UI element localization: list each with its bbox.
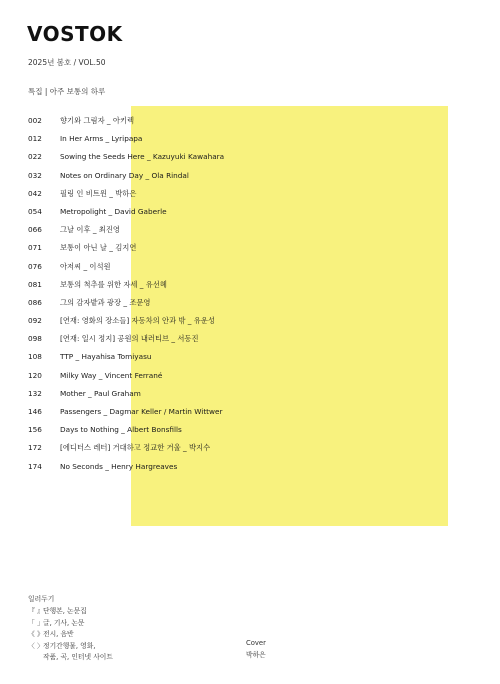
legend-row bbox=[28, 641, 113, 653]
toc-title: In Her Arms _ Lyripapa bbox=[60, 134, 143, 144]
toc-entry[interactable] bbox=[28, 335, 328, 353]
toc-page-number: 156 bbox=[28, 425, 42, 435]
toc-page-number: 022 bbox=[28, 152, 42, 162]
toc-page-number: 081 bbox=[28, 279, 42, 289]
toc-title: Metropolight _ David Gaberle bbox=[60, 206, 167, 216]
toc-page-number: 098 bbox=[28, 334, 42, 344]
toc-page-number: 132 bbox=[28, 388, 42, 398]
toc-title: [연재: 영화의 장소들] 자동차의 안과 밖 _ 유운성 bbox=[60, 316, 215, 326]
toc-page-number: 076 bbox=[28, 261, 42, 271]
cover-artist: 박하은 bbox=[246, 650, 266, 659]
issue-line: 2025년 봄호 / VOL.50 bbox=[28, 58, 106, 67]
toc-title: Passengers _ Dagmar Keller / Martin Wittwer bbox=[60, 407, 223, 416]
toc-entry[interactable] bbox=[28, 135, 328, 153]
toc-entry[interactable] bbox=[28, 281, 328, 299]
legend-text: 단행본, 논문집 bbox=[43, 607, 87, 615]
toc-page-number: 042 bbox=[28, 188, 42, 198]
toc-page-number: 092 bbox=[28, 316, 42, 326]
legend-notes bbox=[28, 593, 113, 664]
legend-row bbox=[28, 606, 113, 618]
legend-row bbox=[28, 629, 113, 641]
toc-title: Mother _ Paul Graham bbox=[60, 388, 141, 398]
toc-title: TTP _ Hayahisa Tomiyasu bbox=[60, 352, 152, 362]
toc-page-number: 032 bbox=[28, 170, 42, 180]
cover-credit bbox=[246, 638, 266, 661]
toc-entry[interactable] bbox=[28, 190, 328, 208]
toc-page-number: 066 bbox=[28, 225, 42, 235]
toc-page-number: 071 bbox=[28, 243, 42, 253]
toc-title: 그의 감자밭과 광장 _ 조문영 bbox=[60, 297, 151, 307]
toc-title: No Seconds _ Henry Hargreaves bbox=[60, 461, 178, 471]
toc-title: 향기와 그림자 _ 아키렉 bbox=[60, 116, 135, 125]
toc-entry[interactable] bbox=[28, 353, 328, 371]
legend-symbol: 『 』 bbox=[28, 607, 44, 615]
toc-entry[interactable] bbox=[28, 390, 328, 408]
legend-text: 정기간행물, 영화, bbox=[43, 641, 96, 650]
toc-entry[interactable] bbox=[28, 444, 328, 462]
toc-title: [에디터스 레터] 거대하고 정교한 거울 _ 박지수 bbox=[60, 443, 211, 453]
toc-entry[interactable] bbox=[28, 426, 328, 444]
toc-entry[interactable] bbox=[28, 408, 328, 426]
toc-entry[interactable] bbox=[28, 244, 328, 262]
legend-row bbox=[28, 652, 113, 664]
legend-symbol: 「 」 bbox=[28, 618, 44, 627]
cover-label: Cover bbox=[246, 639, 266, 647]
toc-entry[interactable] bbox=[28, 226, 328, 244]
toc-page-number: 002 bbox=[28, 116, 42, 125]
magazine-logo: VOSTOK bbox=[27, 22, 123, 46]
toc-entry[interactable] bbox=[28, 317, 328, 335]
legend-text: 전시, 음반 bbox=[43, 630, 74, 638]
toc-entry[interactable] bbox=[28, 208, 328, 226]
toc-title: 보통의 척추를 위한 자세 _ 유선혜 bbox=[60, 279, 167, 289]
legend-text: 작품, 곡, 인터넷 사이트 bbox=[43, 653, 113, 661]
feature-title: 특집 | 아주 보통의 하루 bbox=[28, 87, 106, 96]
toc-entry[interactable] bbox=[28, 463, 328, 481]
toc-title: 그날 이후 _ 최진영 bbox=[60, 225, 120, 235]
table-of-contents bbox=[28, 117, 328, 481]
toc-title: 보통이 아닌 날 _ 김지연 bbox=[60, 243, 137, 253]
toc-page-number: 054 bbox=[28, 206, 42, 216]
toc-title: Days to Nothing _ Albert Bonsfills bbox=[60, 425, 182, 435]
toc-entry[interactable] bbox=[28, 263, 328, 281]
toc-entry[interactable] bbox=[28, 299, 328, 317]
toc-entry[interactable] bbox=[28, 153, 328, 171]
legend-row bbox=[28, 618, 113, 630]
toc-page-number: 120 bbox=[28, 370, 42, 380]
toc-page-number: 146 bbox=[28, 407, 42, 416]
toc-page-number: 086 bbox=[28, 297, 42, 307]
legend-text: 글, 기사, 논문 bbox=[43, 618, 85, 627]
toc-entry[interactable] bbox=[28, 117, 328, 135]
toc-title: Sowing the Seeds Here _ Kazuyuki Kawahara bbox=[60, 152, 225, 162]
toc-page-number: 012 bbox=[28, 134, 42, 144]
legend-heading: 일러두기 bbox=[28, 595, 55, 603]
toc-title: Notes on Ordinary Day _ Ola Rindal bbox=[60, 170, 189, 180]
toc-entry[interactable] bbox=[28, 172, 328, 190]
toc-page-number: 108 bbox=[28, 352, 42, 362]
toc-entry[interactable] bbox=[28, 372, 328, 390]
toc-title: Milky Way _ Vincent Ferrané bbox=[60, 370, 163, 380]
legend-symbol bbox=[28, 652, 43, 664]
legend-symbol: 〈 〉 bbox=[28, 641, 44, 650]
legend-symbol: 《 》 bbox=[28, 630, 44, 638]
toc-title: 아저씨 _ 이석원 bbox=[60, 261, 111, 271]
toc-page-number: 172 bbox=[28, 443, 42, 453]
toc-title: [연재: 일시 정지] 공원의 내러티브 _ 서동진 bbox=[60, 334, 199, 344]
toc-page-number: 174 bbox=[28, 461, 42, 471]
toc-title: 필링 인 비트윈 _ 박하은 bbox=[60, 188, 137, 198]
